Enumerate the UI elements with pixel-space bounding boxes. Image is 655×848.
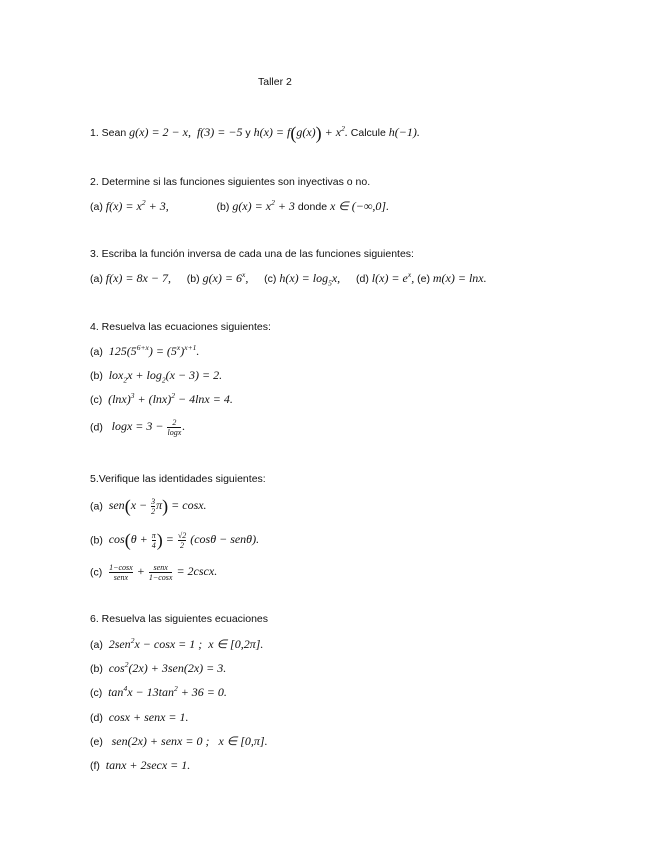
q6-item-c: [90, 685, 227, 700]
q4-eq-a: $125(5^{6+x}) = (5^x)^{x+1}$.: [108, 343, 200, 358]
q4-eq-d: logx = 3 − $\frac{2}{\log x}$ .: [111, 418, 186, 437]
q6-item-f: [90, 758, 190, 773]
q5-item-a: [90, 497, 207, 516]
q2-label-b: (b): [216, 201, 230, 213]
q1-calcule: Calcule: [350, 127, 386, 139]
q3-label-a: (a): [90, 273, 103, 285]
q2-label-a: (a): [90, 201, 103, 213]
q1-target: h(−1).: [388, 125, 420, 139]
question-3-items: [90, 271, 487, 286]
q6-label-b: (b): [90, 663, 103, 675]
q4-label-b: (b): [90, 370, 103, 382]
question-4-heading: 4. Resuelva las ecuaciones siguientes:: [90, 321, 271, 333]
q4-item-d: [90, 418, 185, 437]
q2-item-a: $f(x) = x^2 + 3$,: [105, 198, 169, 213]
q5-item-b: [90, 531, 259, 550]
q5-label-a: (a): [90, 500, 103, 513]
q5-label-b: (b): [90, 534, 103, 547]
q5-item-c: [90, 563, 217, 582]
q3-item-b: $g(x) = 6^x$,: [202, 270, 249, 285]
q6-label-e: (e): [90, 736, 103, 748]
q1-lead: 1. Sean: [90, 127, 127, 139]
question-5-heading: 5.Verifique las identidades siguientes:: [90, 473, 266, 485]
question-6-heading: 6. Resuelva las siguientes ecuaciones: [90, 613, 269, 625]
q3-label-d: (d): [356, 273, 369, 285]
q4-label-d: (d): [90, 421, 103, 434]
q6-item-a: [90, 637, 263, 652]
q6-label-a: (a): [90, 639, 103, 651]
q2-donde: donde: [297, 201, 328, 213]
q4-item-b: [90, 368, 222, 383]
q3-item-e: m(x) = lnx.: [432, 271, 487, 285]
q6-eq-a: 2sen$^2$x − cosx = 1 ; x ∈ [0,2π].: [108, 636, 264, 651]
q6-item-b: [90, 661, 226, 676]
q5-eq-a: sen(x − $\frac{3}{2}$ π) = cosx.: [108, 496, 207, 517]
q6-eq-c: $\tan^4x - 13\tan^2 + 36 = 0$.: [108, 684, 227, 699]
q3-item-d: $l(x) = e^x$,: [371, 270, 415, 285]
q6-item-d: [90, 710, 189, 725]
q6-eq-d: cosx + senx = 1.: [108, 710, 189, 724]
q5-eq-c: $\frac{1-\cos x}{\text{senx}}$ + $\frac{\text{senx}}{1-\cos x}$ = 2cscx.: [109, 563, 218, 582]
question-2-items: [90, 199, 389, 214]
q6-label-f: (f): [90, 760, 100, 772]
q5-label-c: (c): [90, 566, 103, 579]
q3-item-a: f(x) = 8x − 7,: [105, 271, 171, 285]
page-title: Taller 2: [258, 76, 292, 88]
question-3-heading: 3. Escriba la función inversa de cada una de las funciones siguientes:: [90, 248, 414, 260]
q6-eq-e: sen(2x) + senx = 0 ; x ∈ [0,π].: [111, 734, 268, 748]
q1-formula: g(x) = 2 − x, f(3) = −5: [129, 125, 243, 139]
q3-item-c: $h(x) = \log_5x$,: [279, 271, 341, 288]
q4-eq-b: $lox_2x + \log_2(x - 3) = 2$.: [108, 368, 223, 385]
q5-eq-b: cos(θ + $\frac{\pi}{4}$ ) = $\frac{√2}{2}$ (cosθ − senθ).: [108, 530, 260, 551]
q4-label-c: (c): [90, 394, 103, 406]
question-2-heading: 2. Determine si las funciones siguientes son inyectivas o no.: [90, 176, 371, 188]
q2-item-b: $g(x) = x^2 + 3$: [232, 198, 295, 213]
q6-label-c: (c): [90, 687, 103, 699]
q6-label-d: (d): [90, 712, 103, 724]
q6-eq-f: tanx + 2secx = 1.: [105, 758, 191, 772]
q1-formula-h: $h(x) = f(g(x)) + x^2$.: [253, 123, 348, 143]
q4-item-a: [90, 344, 199, 359]
q3-label-c: (c): [264, 273, 277, 285]
q2-domain: x ∈ (−∞,0].: [329, 199, 390, 213]
q6-item-e: [90, 734, 268, 749]
q1-y: y: [245, 127, 251, 139]
q6-eq-b: $\cos^2(2x) + 3sen(2x) = 3$.: [108, 660, 227, 675]
q4-eq-c: $(\ln x)^3 + (\ln x)^2 - 4\ln x = 4$.: [108, 391, 233, 406]
q4-label-a: (a): [90, 346, 103, 358]
question-1: [90, 123, 420, 143]
q3-label-e: (e): [417, 273, 430, 285]
q4-item-c: [90, 392, 233, 407]
q3-label-b: (b): [186, 273, 200, 285]
